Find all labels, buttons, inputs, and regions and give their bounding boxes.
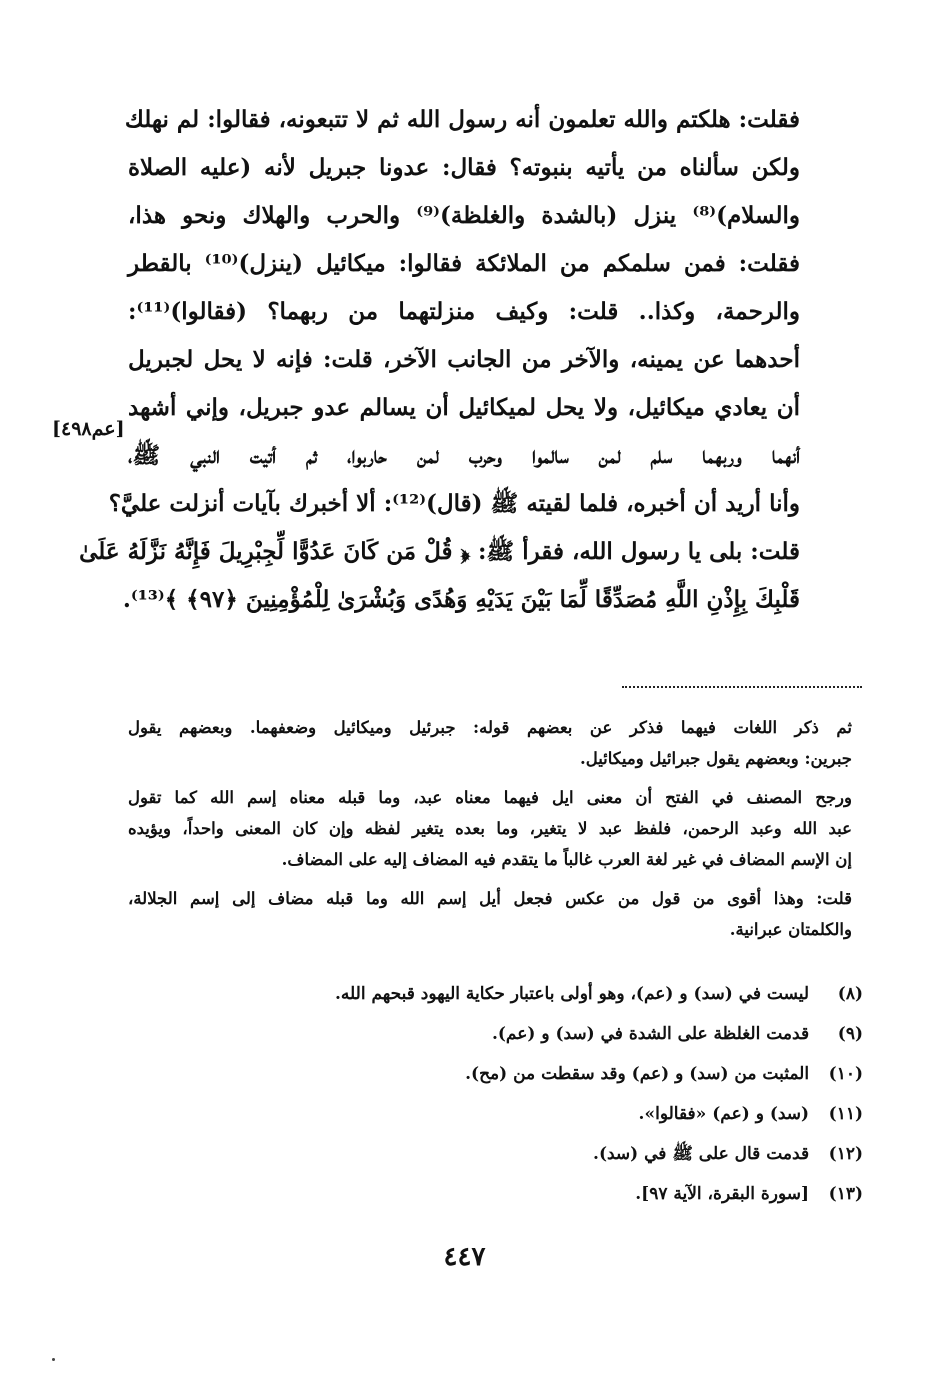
commentary-p1-line-1: ثم ذكر اللغات فيهما فذكر عن بعضهم قوله: جبرئيل وميكائيل وضعفهما. وبعضهم يقول (128, 718, 852, 737)
footnote-text: قدمت الغلظة على الشدة في (سد) و (عم). (491, 1024, 810, 1044)
footnote-number: (١٢) (828, 1144, 863, 1164)
footnote-11 (103, 1094, 863, 1134)
main-line-2: ولكن سألناه من يأتيه بنبوته؟ فقال: عدونا جبريل لأنه (عليه الصلاة (128, 154, 800, 181)
quran-verse-line-2: قَلْبِكَ بِإِذْنِ اللَّهِ مُصَدِّقًا لِّمَا بَيْنَ يَدَيْهِ وَهُدًى وَبُشْرَىٰ لِلْمُؤْمِنِينَ ﴿٩٧﴾ ﴾⁽¹³⁾. (122, 586, 800, 613)
footnotes-list (103, 974, 863, 1214)
main-line-6: أحدهما عن يمينه، والآخر من الجانب الآخر، قلت: فإنه لا يحل لجبريل (128, 346, 800, 373)
footnote-number: (١١) (828, 1104, 863, 1124)
commentary-p2-line-1: ورجح المصنف في الفتح أن معنى ايل فيهما معناه عبد، وما قبله معناه إسم الله كما تقول (128, 788, 852, 807)
page-number: ٤٤٧ (443, 1242, 486, 1272)
commentary-p3-line-1: قلت: وهذا أقوى من قول من عكس فجعل أيل إسم الله وما قبله مضاف إلى إسم الجلالة، (128, 889, 852, 908)
main-line-5: والرحمة، وكذا.. قلت: وكيف منزلتهما من ربهما؟ (فقالوا)⁽¹¹⁾: (128, 298, 800, 325)
main-line-7: أن يعادي ميكائيل، ولا يحل لميكائيل أن يسالم عدو جبريل، وإني أشهد (128, 394, 800, 421)
margin-manuscript-reference: [عم٤٩٨] (52, 418, 125, 440)
commentary-block (128, 712, 852, 945)
footnote-divider (622, 686, 862, 688)
main-line-3: والسلام)⁽⁸⁾ ينزل (بالشدة والغلظة)⁽⁹⁾ والحرب والهلاك ونحو هذا، (128, 202, 800, 229)
main-line-9: وأنا أريد أن أخبره، فلما لقيته ﷺ (قال)⁽¹²⁾: ألا أخبرك بآيات أنزلت عليَّ؟ (108, 490, 800, 517)
footnote-text: المثبت من (سد) و (عم) وقد سقطت من (مح). (465, 1064, 810, 1084)
main-line-1: فقلت: هلكتم والله تعلمون أنه رسول الله ثم لا تتبعونه، فقالوا: لم نهلك (124, 106, 800, 133)
footnote-text: قدمت قال على ﷺ في (سد). (593, 1144, 810, 1164)
footnote-8 (103, 974, 863, 1014)
commentary-p2-line-3: إن الإسم المضاف في غير لغة العرب غالباً ما يتقدم فيه المضاف إليه على المضاف. (281, 850, 852, 869)
footnote-9 (103, 1014, 863, 1054)
footnote-12 (103, 1134, 863, 1174)
main-line-4: فقلت: فمن سلمكم من الملائكة فقالوا: ميكائيل (ينزل)⁽¹⁰⁾ بالقطر (128, 250, 800, 277)
footnote-text: [سورة البقرة، الآية ٩٧]. (635, 1184, 810, 1204)
footnote-text: ليست في (سد) و (عم)، وهو أولى باعتبار حكاية اليهود قبحهم الله. (334, 984, 810, 1004)
footnote-10 (103, 1054, 863, 1094)
footnote-13 (103, 1174, 863, 1214)
main-line-8: أنهما وربهما سلم لمن سالموا وحرب لمن حاربوا، ثم أتيت النبي ﷺ، (128, 442, 800, 469)
footnote-number: (٩) (837, 1024, 863, 1044)
commentary-p2-line-2: عبد الله وعبد الرحمن، فلفظ عبد لا يتغير، وما بعده يتغير لفظه وإن كان المعنى واحداً، ويؤيده (128, 819, 852, 838)
commentary-p1-line-2: جبرين: وبعضهم يقول جبرائيل وميكائيل. (579, 749, 852, 768)
footnote-text: (سد) و (عم) «فقالوا». (638, 1104, 810, 1124)
commentary-p3-line-2: والكلمتان عبرانية. (729, 920, 852, 939)
footnote-number: (١٠) (828, 1064, 863, 1084)
footnote-number: (١٣) (828, 1184, 863, 1204)
footnote-number: (٨) (837, 984, 863, 1004)
scan-speck (52, 1358, 55, 1361)
quran-verse-line-1: قلت: بلى يا رسول الله، فقرأ ﷺ: ﴿ قُلْ مَن كَانَ عَدُوًّا لِّجِبْرِيلَ فَإِنَّهُ نَزَّلَهُ عَلَىٰ (79, 538, 800, 565)
